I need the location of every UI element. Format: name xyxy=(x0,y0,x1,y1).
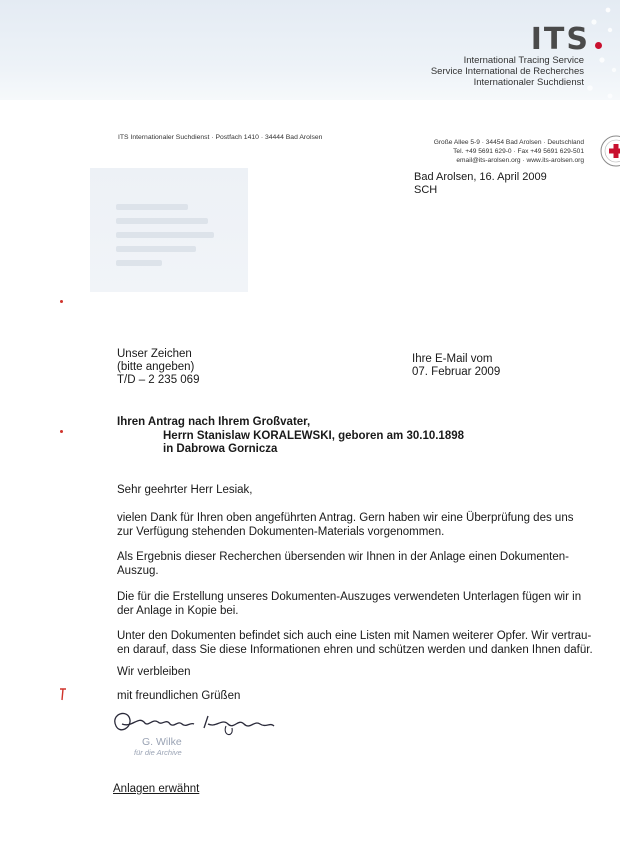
signer-name: G. Wilke xyxy=(142,736,182,748)
place-date: Bad Arolsen, 16. April 2009 xyxy=(414,171,547,183)
faded-address-line xyxy=(116,232,214,238)
your-email-date: 07. Februar 2009 xyxy=(412,366,501,378)
faded-address-line xyxy=(116,260,162,266)
paragraph-victims xyxy=(117,630,595,657)
fold-mark xyxy=(60,300,63,303)
punch-mark-icon xyxy=(59,688,67,702)
org-name-de: Internationaler Suchdienst xyxy=(473,77,584,88)
faded-address-line xyxy=(116,246,196,252)
faded-address-line xyxy=(116,218,208,224)
paragraph-result xyxy=(117,551,595,578)
paragraph-line: Auszug. xyxy=(117,564,159,577)
contact-block xyxy=(412,139,584,165)
contact-address: Große Allee 5-9 · 34454 Bad Arolsen · Deutschland xyxy=(433,139,584,146)
its-logo: ITS xyxy=(530,22,590,57)
faded-address-line xyxy=(116,204,188,210)
paragraph-documents xyxy=(117,591,595,618)
paragraph-line: zur Verfügung stehenden Dokumenten-Materials vorgenommen. xyxy=(117,525,445,538)
paragraph-line: en darauf, dass Sie diese Informationen ehren und schützen werden und danken Ihnen dafür. xyxy=(117,643,593,656)
subject-line-2: Herrn Stanislaw KORALEWSKI, geboren am 30.10.1898 xyxy=(163,429,465,442)
paragraph-line: vielen Dank für Ihren oben angeführten Antrag. Gern haben wir eine Überprüfung des uns xyxy=(117,512,574,524)
contact-email-web: email@its-arolsen.org · www.its-arolsen.org xyxy=(456,156,584,164)
red-cross-seal-icon xyxy=(599,134,620,168)
signer-department: für die Archive xyxy=(134,748,182,757)
our-reference-label: Unser Zeichen xyxy=(117,348,192,360)
your-email-label: Ihre E-Mail vom xyxy=(412,353,493,365)
recipient-address-window xyxy=(90,168,248,292)
organization-names xyxy=(431,55,584,88)
paragraph-thanks xyxy=(117,512,595,539)
sender-line: ITS Internationaler Suchdienst · Postfach 1410 · 34444 Bad Arolsen xyxy=(118,134,323,141)
your-email-reference xyxy=(412,353,500,379)
our-reference-note: (bitte angeben) xyxy=(117,361,195,373)
our-reference xyxy=(117,348,199,387)
logo-dot xyxy=(595,42,602,49)
paragraph-line: Als Ergebnis dieser Recherchen übersenden wir Ihnen in der Anlage einen Dokumenten- xyxy=(117,551,569,563)
org-name-fr: Service International de Recherches xyxy=(430,66,584,77)
place-date-block xyxy=(414,171,547,197)
contact-phone-fax: Tel. +49 5691 629-0 · Fax +49 5691 629-501 xyxy=(453,147,584,155)
paragraph-line: der Anlage in Kopie bei. xyxy=(117,604,239,617)
enclosure-note: Anlagen erwähnt xyxy=(113,783,200,795)
initials: SCH xyxy=(414,184,438,196)
closing-line-2: mit freundlichen Grüßen xyxy=(117,690,241,702)
org-name-en: International Tracing Service xyxy=(463,55,584,66)
signer-block xyxy=(130,736,182,757)
subject-line-1: Ihren Antrag nach Ihrem Großvater, xyxy=(117,416,311,428)
our-reference-number: T/D – 2 235 069 xyxy=(117,374,200,386)
subject-block xyxy=(117,416,464,457)
fold-mark xyxy=(60,430,63,433)
paragraph-line: Unter den Dokumenten befindet sich auch eine Listen mit Namen weiterer Opfer. Wir vertrau- xyxy=(117,630,592,642)
closing-line-1: Wir verbleiben xyxy=(117,666,191,678)
subject-line-3: in Dabrowa Gornicza xyxy=(163,443,278,455)
paragraph-line: Die für die Erstellung unseres Dokumenten-Auszuges verwendeten Unterlagen fügen wir in xyxy=(117,591,582,603)
salutation: Sehr geehrter Herr Lesiak, xyxy=(117,484,253,496)
